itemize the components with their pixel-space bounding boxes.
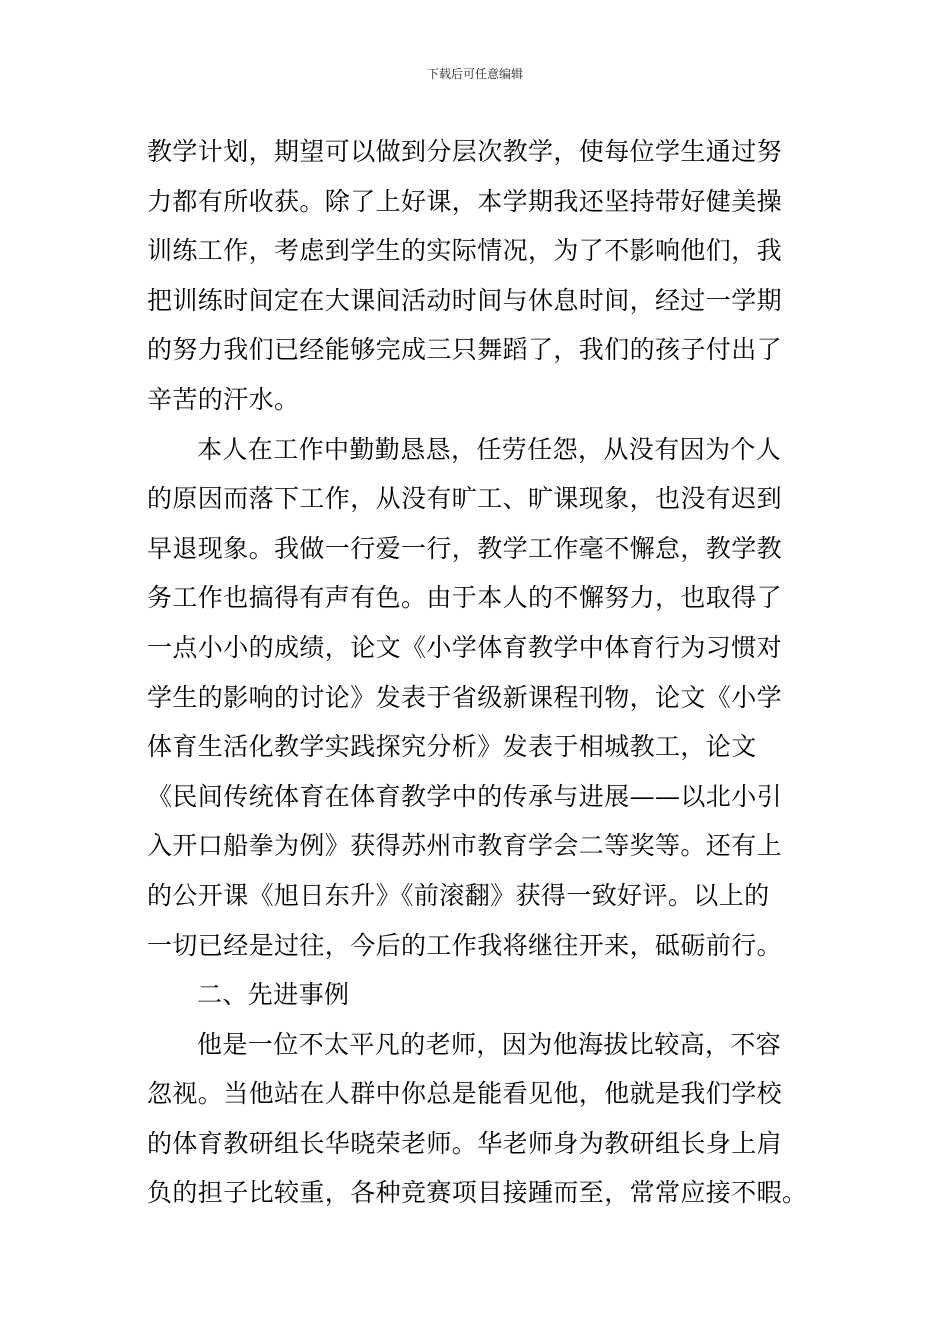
text-line: 的努力我们已经能够完成三只舞蹈了，我们的孩子付出了: [147, 335, 783, 365]
text-line: 早退现象。我做一行爱一行，教学工作毫不懈怠，教学教: [147, 533, 783, 563]
paragraph-first-line: 本人在工作中勤勤恳恳，任劳任怨，从没有因为个人: [197, 434, 782, 464]
text-line: 的公开课《旭日东升》《前滚翻》获得一致好评。以上的: [147, 880, 770, 910]
text-line: 的原因而落下工作，从没有旷工、旷课现象，也没有迟到: [147, 484, 783, 514]
text-line: 务工作也搞得有声有色。由于本人的不懈努力，也取得了: [147, 583, 783, 613]
text-line: 一切已经是过往，今后的工作我将继往开来，砥砺前行。: [147, 930, 783, 960]
text-line: 力都有所收获。除了上好课，本学期我还坚持带好健美操: [147, 186, 783, 216]
text-line: 把训练时间定在大课间活动时间与休息时间，经过一学期: [147, 285, 783, 315]
text-line: 训练工作，考虑到学生的实际情况，为了不影响他们，我: [147, 236, 783, 266]
text-line: 《民间传统体育在体育教学中的传承与进展——以北小引: [147, 781, 783, 811]
page-header-note: 下载后可任意编辑: [426, 67, 523, 81]
text-line: 学生的影响的讨论》发表于省级新课程刊物，论文《小学: [147, 682, 783, 712]
text-line: 体育生活化教学实践探究分析》发表于相城教工，论文: [147, 732, 757, 762]
paragraph-first-line: 他是一位不太平凡的老师，因为他海拔比较高，不容: [197, 1029, 782, 1059]
document-body: [147, 127, 807, 1218]
text-line: 忽视。当他站在人群中你总是能看见他，他就是我们学校: [147, 1079, 783, 1109]
text-line: 负的担子比较重，各种竞赛项目接踵而至，常常应接不暇。: [147, 1178, 808, 1208]
text-line: 教学计划，期望可以做到分层次教学，使每位学生通过努: [147, 137, 783, 166]
section-heading: 二、先进事例: [197, 980, 350, 1010]
text-line: 的体育教研组长华晓荣老师。华老师身为教研组长身上肩: [147, 1128, 783, 1158]
text-line: 一点小小的成绩，论文《小学体育教学中体育行为习惯对: [147, 632, 783, 662]
text-line: 辛苦的汗水。: [147, 384, 300, 414]
text-line: 入开口船拳为例》获得苏州市教育学会二等奖等。还有上: [147, 831, 783, 861]
